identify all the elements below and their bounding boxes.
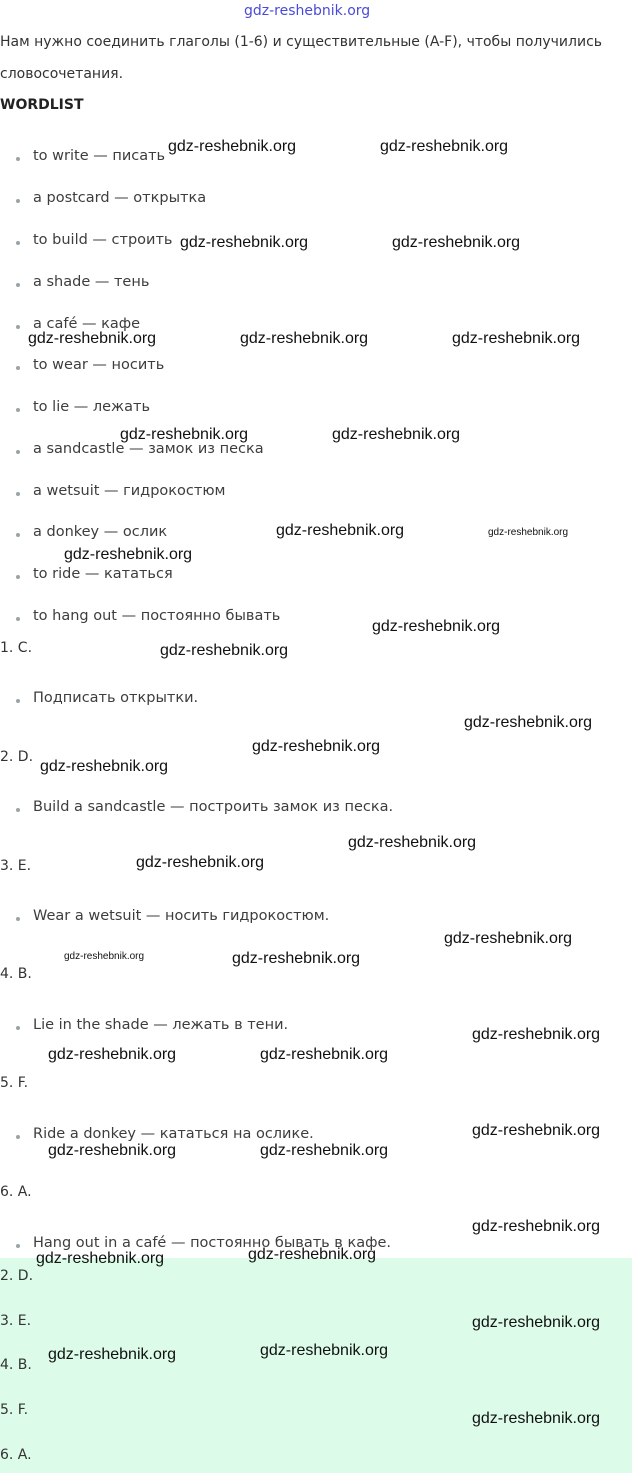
watermark-text: gdz-reshebnik.org bbox=[252, 738, 381, 755]
watermark-text: gdz-reshebnik.org bbox=[28, 330, 157, 347]
wordlist-item-text: to wear — носить bbox=[33, 357, 165, 373]
answers-summary-panel bbox=[0, 1258, 632, 1473]
answer-item bbox=[16, 799, 393, 815]
answer-item bbox=[16, 1126, 314, 1142]
watermark-text: gdz-reshebnik.org bbox=[120, 426, 249, 443]
watermark-text: gdz-reshebnik.org bbox=[168, 138, 297, 155]
answer-item bbox=[16, 1017, 288, 1033]
wordlist-item bbox=[16, 232, 172, 248]
intro-line-1: Нам нужно соединить глаголы (1-6) и существительные (A-F), чтобы получились bbox=[0, 34, 603, 50]
watermark-text: gdz-reshebnik.org bbox=[180, 234, 309, 251]
watermark-text: gdz-reshebnik.org bbox=[276, 522, 405, 539]
summary-answer: 3. E. bbox=[0, 1313, 32, 1329]
wordlist-item-text: to hang out — постоянно бывать bbox=[33, 608, 281, 624]
wordlist-item-text: a shade — тень bbox=[33, 274, 150, 290]
summary-answer: 4. B. bbox=[0, 1357, 32, 1373]
watermark-text: gdz-reshebnik.org bbox=[260, 1046, 389, 1063]
watermark-text: gdz-reshebnik.org bbox=[472, 1122, 601, 1139]
wordlist-item-text: a café — кафе bbox=[33, 316, 141, 332]
answer-item bbox=[16, 908, 329, 924]
wordlist-item bbox=[16, 399, 150, 415]
wordlist-item-text: to ride — кататься bbox=[33, 566, 173, 582]
wordlist-item-text: a sandcastle — замок из песка bbox=[33, 441, 264, 457]
watermark-text: gdz-reshebnik.org bbox=[64, 951, 145, 962]
summary-answer: 2. D. bbox=[0, 1268, 34, 1284]
answer-text: Подписать открытки. bbox=[33, 690, 199, 706]
wordlist-item bbox=[16, 566, 173, 582]
answer-item bbox=[16, 690, 198, 706]
watermark-text: gdz-reshebnik.org bbox=[136, 854, 265, 871]
answer-text: Ride a donkey — кататься на ослике. bbox=[33, 1126, 314, 1142]
intro-line-2: словосочетания. bbox=[0, 66, 124, 82]
answer-number: 6. A. bbox=[0, 1184, 32, 1200]
watermark-text: gdz-reshebnik.org bbox=[160, 642, 289, 659]
answer-number: 5. F. bbox=[0, 1075, 29, 1091]
watermark-text: gdz-reshebnik.org bbox=[36, 1250, 165, 1267]
wordlist-item-text: a wetsuit — гидрокостюм bbox=[33, 483, 226, 499]
wordlist-item bbox=[16, 274, 149, 290]
watermark-text: gdz-reshebnik.org bbox=[40, 758, 169, 775]
wordlist-heading: WORDLIST bbox=[0, 97, 84, 113]
wordlist-item bbox=[16, 608, 280, 624]
watermark-text: gdz-reshebnik.org bbox=[392, 234, 521, 251]
site-header[interactable]: gdz-reshebnik.org bbox=[244, 3, 371, 19]
summary-answer: 6. A. bbox=[0, 1447, 32, 1463]
watermark-text: gdz-reshebnik.org bbox=[472, 1410, 601, 1427]
watermark-text: gdz-reshebnik.org bbox=[472, 1218, 601, 1235]
watermark-text: gdz-reshebnik.org bbox=[48, 1046, 177, 1063]
watermark-text: gdz-reshebnik.org bbox=[488, 527, 569, 538]
watermark-text: gdz-reshebnik.org bbox=[232, 950, 361, 967]
watermark-text: gdz-reshebnik.org bbox=[452, 330, 581, 347]
summary-answer: 5. F. bbox=[0, 1402, 29, 1418]
wordlist-item bbox=[16, 190, 206, 206]
answer-number: 2. D. bbox=[0, 749, 34, 765]
answer-text: Hang out in a café — постоянно бывать в кафе. bbox=[33, 1235, 392, 1251]
watermark-text: gdz-reshebnik.org bbox=[240, 330, 369, 347]
wordlist-item bbox=[16, 357, 164, 373]
answer-number: 4. B. bbox=[0, 966, 32, 982]
watermark-text: gdz-reshebnik.org bbox=[48, 1142, 177, 1159]
watermark-text: gdz-reshebnik.org bbox=[248, 1246, 377, 1263]
watermark-text: gdz-reshebnik.org bbox=[332, 426, 461, 443]
answer-text: Lie in the shade — лежать в тени. bbox=[33, 1017, 289, 1033]
watermark-text: gdz-reshebnik.org bbox=[260, 1342, 389, 1359]
watermark-text: gdz-reshebnik.org bbox=[260, 1142, 389, 1159]
wordlist-item-text: to write — писать bbox=[33, 148, 166, 164]
wordlist-item bbox=[16, 524, 167, 540]
answer-text: Wear a wetsuit — носить гидрокостюм. bbox=[33, 908, 330, 924]
watermark-text: gdz-reshebnik.org bbox=[348, 834, 477, 851]
answer-number: 1. C. bbox=[0, 640, 33, 656]
watermark-text: gdz-reshebnik.org bbox=[444, 930, 573, 947]
watermark-text: gdz-reshebnik.org bbox=[372, 618, 501, 635]
wordlist-item bbox=[16, 148, 165, 164]
wordlist-item-text: a donkey — ослик bbox=[33, 524, 168, 540]
watermark-text: gdz-reshebnik.org bbox=[64, 546, 193, 563]
watermark-text: gdz-reshebnik.org bbox=[472, 1026, 601, 1043]
watermark-text: gdz-reshebnik.org bbox=[380, 138, 509, 155]
answer-number: 3. E. bbox=[0, 858, 32, 874]
wordlist-item-text: to lie — лежать bbox=[33, 399, 150, 415]
wordlist-item-text: to build — строить bbox=[33, 232, 173, 248]
wordlist-item bbox=[16, 483, 225, 499]
answer-text: Build a sandcastle — построить замок из песка. bbox=[33, 799, 394, 815]
watermark-text: gdz-reshebnik.org bbox=[472, 1314, 601, 1331]
wordlist-item-text: a postcard — открытка bbox=[33, 190, 207, 206]
watermark-text: gdz-reshebnik.org bbox=[464, 714, 593, 731]
watermark-text: gdz-reshebnik.org bbox=[48, 1346, 177, 1363]
